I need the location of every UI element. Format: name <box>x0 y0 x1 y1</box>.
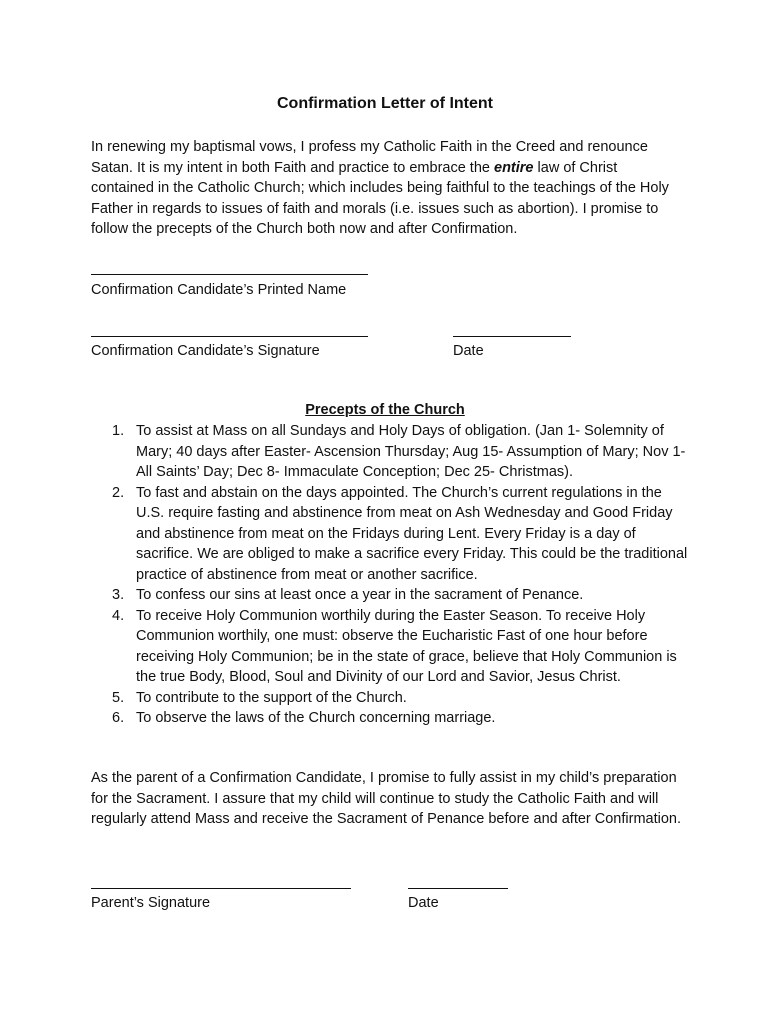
parent-date-label: Date <box>408 895 439 911</box>
candidate-printed-name-label: Confirmation Candidate’s Printed Name <box>91 282 347 298</box>
precept-item <box>91 483 691 586</box>
intro-text-start: In renewing my baptismal vows, I profess my Catholic Faith in the Creed and renounce Satan. It is my intent in both Faith and practice to embrace the <box>91 139 648 176</box>
candidate-date-line[interactable] <box>453 336 571 337</box>
precept-text: To confess our sins at least once a year in the sacrament of Penance. <box>136 587 584 603</box>
precept-number: 4. <box>112 607 125 624</box>
precept-number: 2. <box>112 484 125 501</box>
precept-number: 6. <box>112 710 125 726</box>
precept-item <box>91 421 691 483</box>
precept-item <box>91 585 691 606</box>
parent-date-line[interactable] <box>408 888 508 889</box>
precept-text: To contribute to the support of the Church. <box>136 689 407 706</box>
precepts-heading: Precepts of the Church <box>305 402 465 418</box>
precept-item <box>91 606 691 688</box>
parent-signature-label: Parent’s Signature <box>91 895 211 911</box>
candidate-date-label: Date <box>453 343 484 359</box>
precepts-list <box>91 421 691 729</box>
precept-number: 3. <box>112 587 125 603</box>
precept-item <box>91 708 691 729</box>
candidate-signature-label: Confirmation Candidate’s Signature <box>91 343 320 359</box>
precept-text: To observe the laws of the Church concerning marriage. <box>136 710 496 726</box>
parent-signature-line[interactable] <box>91 888 351 889</box>
precept-item <box>91 688 691 709</box>
precept-number: 5. <box>112 689 125 706</box>
precept-number: 1. <box>112 423 125 439</box>
precept-text: To assist at Mass on all Sundays and Holy Days of obligation. (Jan 1- Solemnity of Mary; 40 days after Easter- Ascension Thursday; Aug 15- Assumption of Mary; Nov 1- All Saints’ Day; Dec 8- Immaculate Conception; Dec 25- Christmas). <box>136 423 686 480</box>
document-title: Confirmation Letter of Intent <box>277 95 493 112</box>
precept-text: To fast and abstain on the days appointed. The Church’s current regulations in the U.S. require fasting and abstinence from meat on Ash Wednesday and Good Friday and abstinence from meat on the Fridays during Lent. Every Friday is a day of sacrifice. We are obliged to make a sacrifice every Friday. This could be the traditional practice of abstinence from meat or another sacrifice. <box>136 484 688 583</box>
intro-text-end: law of Christ contained in the Catholic Church; which includes being faithful to the teachings of the Holy Father in regards to issues of faith and morals (i.e. issues such as abortion). I promise to follow the precepts of the Church both now and after Confirmation. <box>91 159 669 237</box>
intro-emphasis: entire <box>494 159 534 176</box>
candidate-signature-line[interactable] <box>91 336 368 337</box>
candidate-printed-name-line[interactable] <box>91 274 368 275</box>
intro-paragraph <box>91 137 683 240</box>
precept-text: To receive Holy Communion worthily during the Easter Season. To receive Holy Communion worthily, one must: observe the Eucharistic Fast of one hour before receiving Holy Communion; be in the state of grace, believe that Holy Communion is the true Body, Blood, Soul and Divinity of our Lord and Savior, Jesus Christ. <box>136 607 677 685</box>
parent-statement: As the parent of a Confirmation Candidate, I promise to fully assist in my child’s preparation for the Sacrament. I assure that my child will continue to study the Catholic Faith and will regularly attend Mass and receive the Sacrament of Penance before and after Confirmation. <box>91 770 681 827</box>
